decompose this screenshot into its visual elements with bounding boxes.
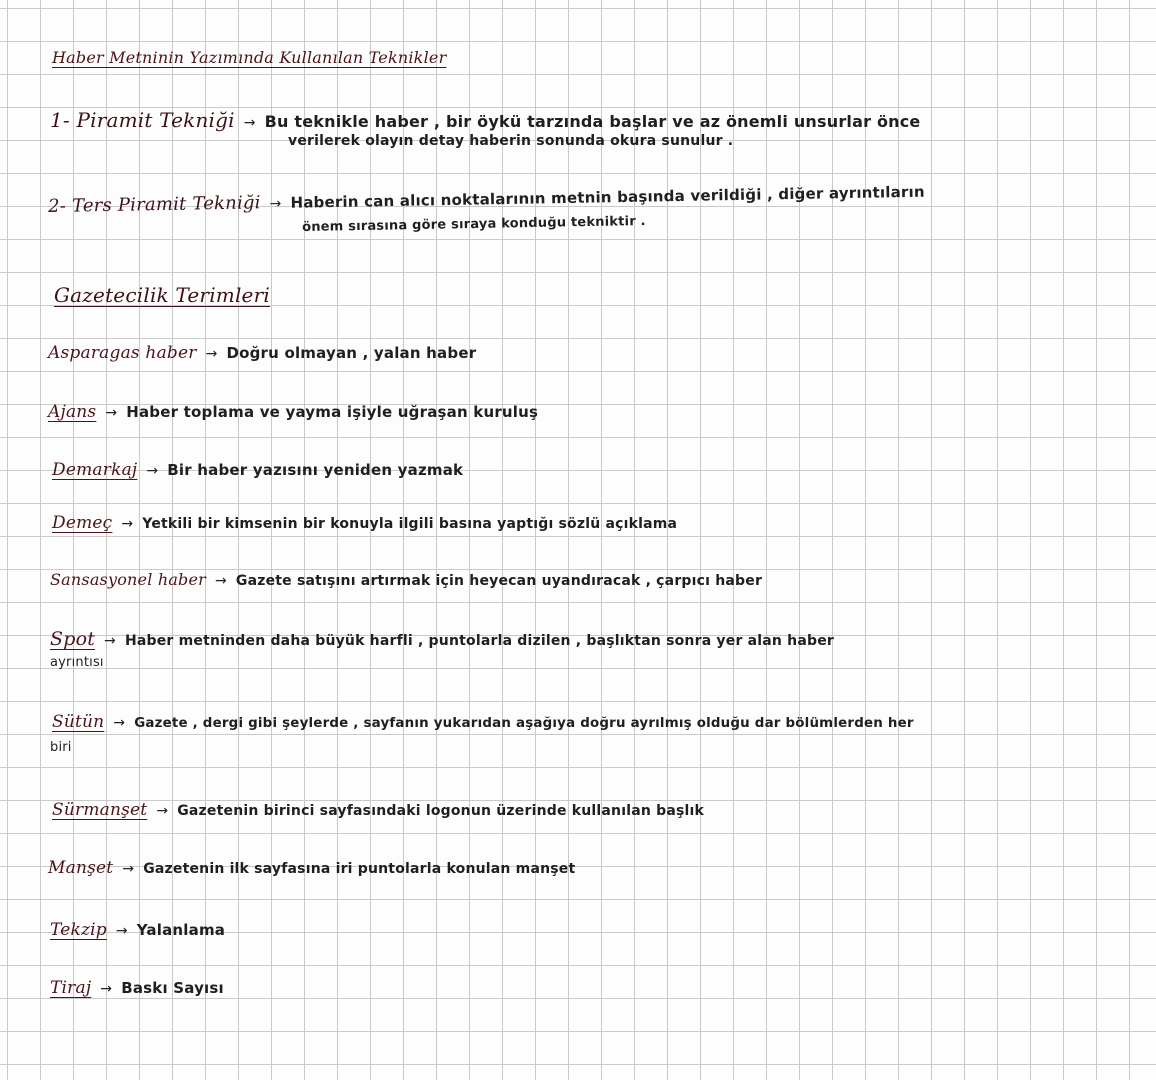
term-label: Ajans <box>48 402 97 422</box>
arrow-icon: → <box>269 195 282 213</box>
term-item <box>52 800 704 820</box>
term-definition: Haber metninden daha büyük harfli , puntolarla dizilen , başlıktan sonra yer alan haber <box>124 633 834 649</box>
term-definition: Baskı Sayısı <box>121 979 224 997</box>
term-item <box>48 858 575 878</box>
technique-term: 1- Piramit Tekniği <box>50 108 235 132</box>
techniques-heading: Haber Metninin Yazımında Kullanılan Teknikler <box>52 48 447 67</box>
technique-definition: Bu teknikle haber , bir öykü tarzında başlar ve az önemli unsurlar önce <box>264 112 921 131</box>
arrow-icon: → <box>156 803 169 819</box>
term-label: Sütün <box>52 712 105 732</box>
term-label: Demarkaj <box>52 460 138 480</box>
term-label: Tiraj <box>50 978 92 998</box>
term-label: Sürmanşet <box>52 800 148 820</box>
arrow-icon: → <box>121 516 134 532</box>
term-definition: Gazetenin ilk sayfasına iri puntolarla konulan manşet <box>143 861 576 877</box>
terms-heading: Gazetecilik Terimleri <box>54 283 270 307</box>
term-definition-cont: ayrıntısı <box>50 655 104 670</box>
arrow-icon: → <box>122 861 135 877</box>
technique-definition-cont: verilerek olayın detay haberin sonunda okura sunulur . <box>288 133 734 149</box>
arrow-icon: → <box>113 715 126 731</box>
arrow-icon: → <box>104 633 116 649</box>
technique-item-pyramid <box>50 108 920 132</box>
term-item <box>52 513 677 533</box>
arrow-icon: → <box>205 346 218 362</box>
term-label: Sansasyonel haber <box>50 570 207 589</box>
technique-item-inverted-pyramid <box>48 181 925 217</box>
arrow-icon: → <box>100 981 113 997</box>
term-definition: Bir haber yazısını yeniden yazmak <box>167 461 464 479</box>
term-item <box>48 343 476 363</box>
term-label: Tekzip <box>50 920 107 940</box>
term-definition: Yetkili bir kimsenin bir konuyla ilgili basına yaptığı sözlü açıklama <box>142 516 678 532</box>
term-definition: Haber toplama ve yayma işiyle uğraşan kuruluş <box>126 403 539 421</box>
arrow-icon: → <box>146 463 159 479</box>
arrow-icon: → <box>243 115 256 131</box>
term-item <box>50 570 762 589</box>
arrow-icon: → <box>215 573 227 589</box>
technique-term: 2- Ters Piramit Tekniği <box>48 192 261 217</box>
arrow-icon: → <box>115 923 128 939</box>
term-definition: Gazetenin birinci sayfasındaki logonun üzerinde kullanılan başlık <box>177 803 705 819</box>
term-definition: Gazete satışını artırmak için heyecan uyandıracak , çarpıcı haber <box>235 573 763 589</box>
term-item <box>50 628 834 650</box>
term-item <box>50 920 225 940</box>
term-item <box>48 402 538 422</box>
term-label: Asparagas haber <box>48 343 197 363</box>
term-label: Demeç <box>52 513 113 533</box>
term-label: Manşet <box>48 858 114 878</box>
term-definition: Yalanlama <box>136 921 226 939</box>
technique-definition-cont: önem sırasına göre sıraya konduğu tekniktir . <box>302 214 646 235</box>
term-label: Spot <box>50 628 96 650</box>
term-item <box>50 978 224 998</box>
term-item <box>52 460 463 480</box>
term-definition-cont: biri <box>50 740 72 755</box>
term-definition: Doğru olmayan , yalan haber <box>226 344 477 362</box>
technique-definition: Haberin can alıcı noktalarının metnin başında verildiği , diğer ayrıntıların <box>290 182 925 212</box>
term-definition: Gazete , dergi gibi şeylerde , sayfanın yukarıdan aşağıya doğru ayrılmış olduğu dar bölümlerden her <box>134 716 914 731</box>
arrow-icon: → <box>105 405 118 421</box>
term-item <box>52 712 914 732</box>
